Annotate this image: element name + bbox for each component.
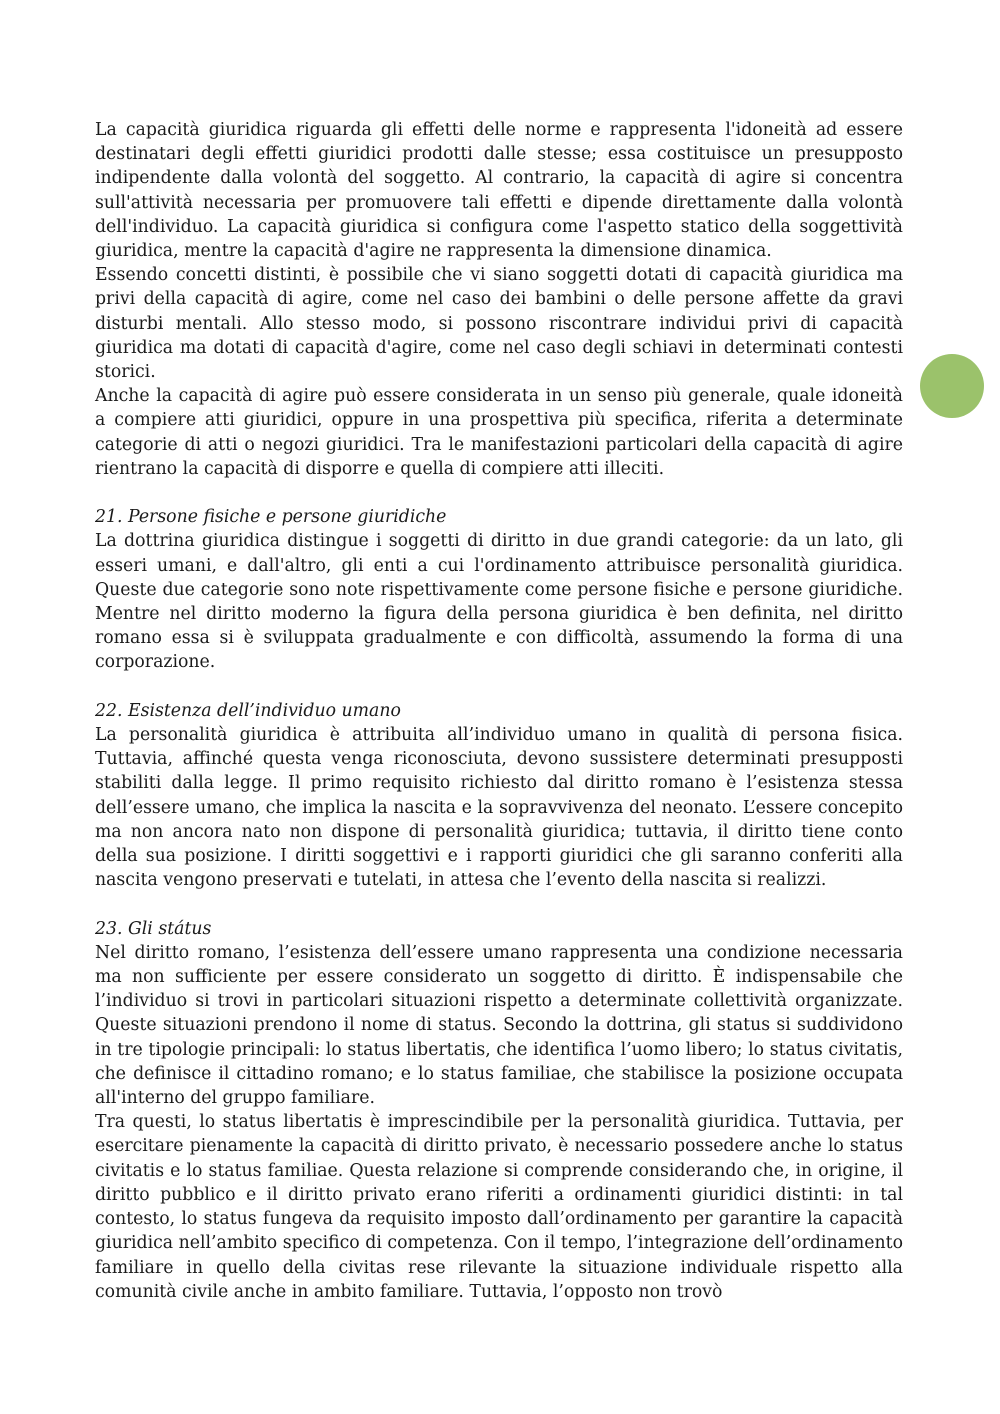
body-paragraph: Anche la capacità di agire può essere considerata in un senso più generale, quale idoneità a compiere atti giuridici, oppure in una prospettiva più specifica, riferita a determinate categorie di atti o negozi giuridici. Tra le manifestazioni particolari della capacità di agire rientrano la capacità di disporre e quella di compiere atti illeciti. xyxy=(95,386,903,479)
body-paragraph: La dottrina giuridica distingue i soggetti di diritto in due grandi categorie: da un lato, gli esseri umani, e dall'altro, gli enti a cui l'ordinamento attribuisce personalità giuridica. Queste due categorie sono note rispettivamente come persone fisiche e persone giuridiche. Mentre nel diritto moderno la figura della persona giuridica è ben definita, nel diritto romano essa si è sviluppata gradualmente e con difficoltà, assumendo la forma di una corporazione. xyxy=(95,531,903,673)
body-paragraph: Tra questi, lo status libertatis è imprescindibile per la personalità giuridica. Tuttavia, per esercitare pienamente la capacità di diritto privato, è necessario possedere anche lo status civitatis e lo status familiae. Questa relazione si comprende considerando che, in origine, il diritto pubblico e il diritto privato erano riferiti a ordinamenti giuridici distinti: in tal contesto, lo status fungeva da requisito imposto dall’ordinamento per garantire la capacità giuridica nell’ambito specifico di competenza. Con il tempo, l’integrazione dell’ordinamento familiare in quello della civitas rese rilevante la situazione individuale rispetto alla comunità civile anche in ambito familiare. Tuttavia, l’opposto non trovò xyxy=(95,1112,903,1302)
intro-block xyxy=(95,118,903,481)
body-paragraph: Essendo concetti distinti, è possibile che vi siano soggetti dotati di capacità giuridica ma privi della capacità di agire, come nel caso dei bambini o delle persone affette da gravi disturbi mentali. Allo stesso modo, si possono riscontrare individui privi di capacità giuridica ma dotati di capacità d'agire, come nel caso degli schiavi in determinati contesti storici. xyxy=(95,265,903,383)
body-paragraph: Nel diritto romano, l’esistenza dell’essere umano rappresenta una condizione necessaria ma non sufficiente per essere considerato un soggetto di diritto. È indispensabile che l’individuo si trovi in particolari situazioni rispetto a determinate collettività organizzate. Queste situazioni prendono il nome di status. Secondo la dottrina, gli status si suddividono in tre tipologie principali: lo status libertatis, che identifica l’uomo libero; lo status civitatis, che definisce il cittadino romano; e lo status familiae, che stabilisce la posizione occupata all'interno del gruppo familiare. xyxy=(95,942,903,1109)
body-paragraph: La capacità giuridica riguarda gli effetti delle norme e rappresenta l'idoneità ad essere destinatari degli effetti giuridici prodotti dalle stesse; essa costituisce un presupposto indipendente dalla volontà del soggetto. Al contrario, la capacità di agire si concentra sull'attività necessaria per promuovere tali effetti e dipende direttamente dalla volontà dell'individuo. La capacità giuridica si configura come l'aspetto statico della soggettività giuridica, mentre la capacità d'agire ne rappresenta la dimensione dinamica. xyxy=(95,120,903,262)
body-paragraph: La personalità giuridica è attribuita all’individuo umano in qualità di persona fisica. Tuttavia, affinché questa venga riconosciuta, devono sussistere determinati presupposti stabiliti dalla legge. Il primo requisito richiesto dal diritto romano è l’esistenza stessa dell’essere umano, che implica la nascita e la sopravvivenza del neonato. L’essere concepito ma non ancora nato non dispone di personalità giuridica; tuttavia, il diritto tiene conto della sua posizione. I diritti soggettivi e i rapporti giuridici che gli saranno conferiti alla nascita vengono preservati e tutelati, in attesa che l’evento della nascita si realizzi. xyxy=(95,725,903,891)
section-22 xyxy=(95,699,903,893)
section-23 xyxy=(95,917,903,1304)
text-column xyxy=(95,118,903,1304)
section-heading: 21. Persone fisiche e persone giuridiche xyxy=(95,507,447,528)
section-heading: 22. Esistenza dell’individuo umano xyxy=(95,700,401,721)
section-heading: 23. Gli státus xyxy=(95,918,212,939)
decorative-green-dot xyxy=(920,354,984,418)
section-21 xyxy=(95,505,903,674)
